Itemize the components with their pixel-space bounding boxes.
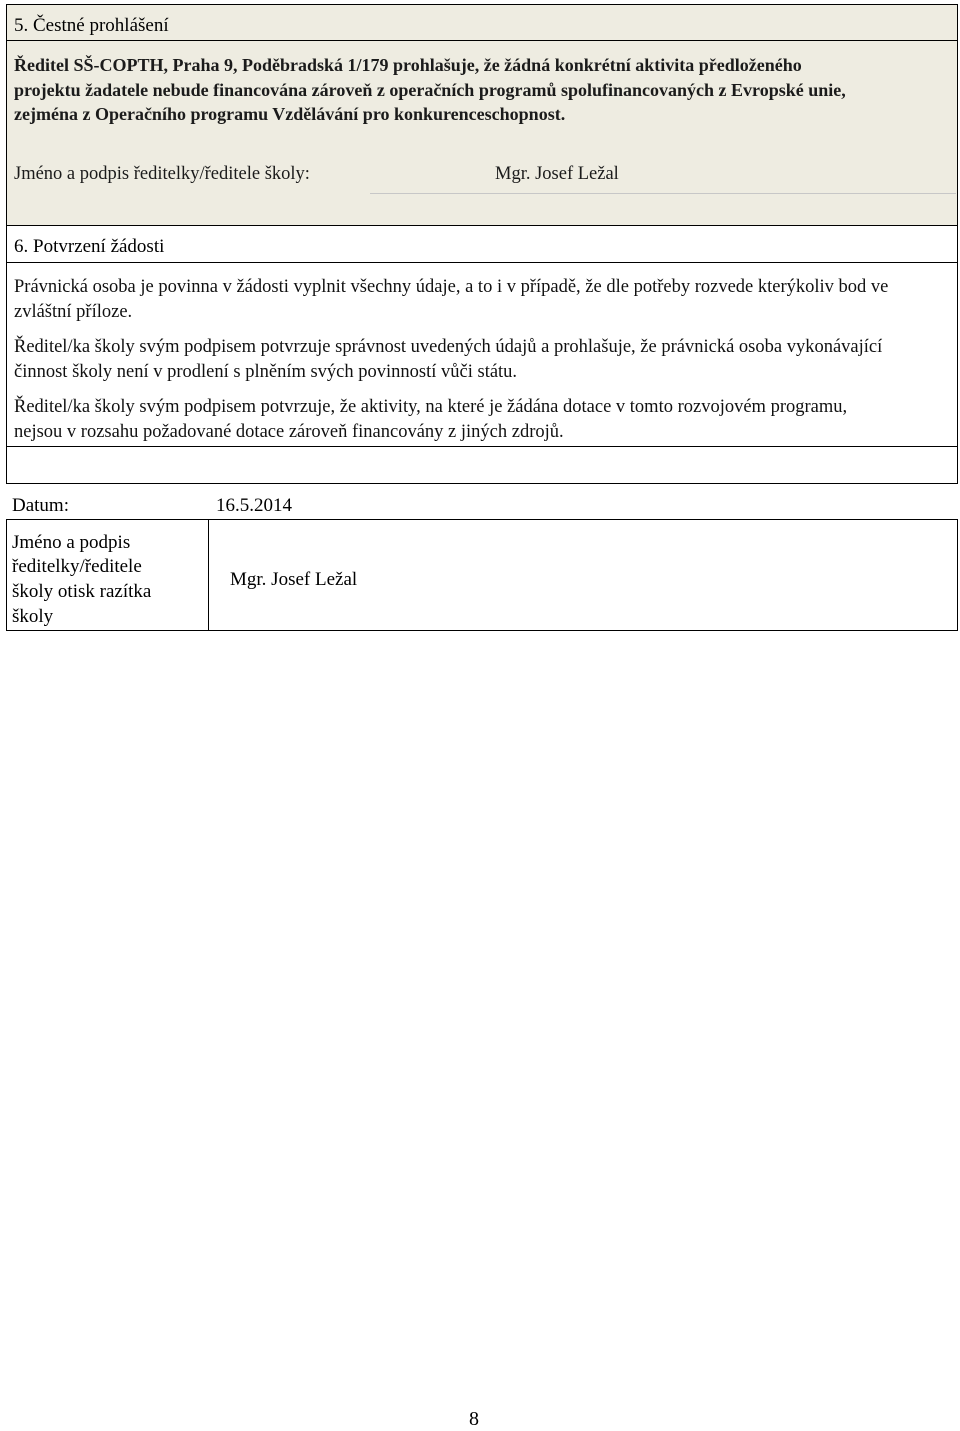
section5-title: 5. Čestné prohlášení bbox=[14, 15, 169, 36]
name-value: Mgr. Josef Ležal bbox=[230, 569, 358, 590]
section5-signature-label: Jméno a podpis ředitelky/ředitele školy: bbox=[14, 164, 310, 184]
name-label-line-4: školy bbox=[12, 606, 54, 627]
section6-paragraph-2: Ředitel/ka školy svým podpisem potvrzuje správnost uvedených údajů a prohlašuje, že právnická osoba vykonávající činnost školy není v prodlení s plněním svých povinností vůči státu. bbox=[14, 337, 883, 382]
section6-title: 6. Potvrzení žádosti bbox=[14, 236, 165, 257]
section5-signature-value: Mgr. Josef Ležal bbox=[495, 164, 619, 184]
date-row bbox=[6, 483, 958, 520]
section6-paragraph-3: Ředitel/ka školy svým podpisem potvrzuje, že aktivity, na které je žádána dotace v tomto rozvojovém programu, nejsou v rozsahu požadované dotace zároveň financovány z jiných zdrojů. bbox=[14, 397, 848, 442]
name-label-line-3: školy otisk razítka bbox=[12, 581, 152, 602]
name-label-line-1: Jméno a podpis bbox=[12, 532, 131, 553]
date-value: 16.5.2014 bbox=[216, 495, 292, 516]
empty-row bbox=[6, 446, 958, 484]
section5-signature-underline bbox=[370, 193, 956, 194]
page-number: 8 bbox=[469, 1408, 479, 1430]
section6-paragraph-1: Právnická osoba je povinna v žádosti vyplnit všechny údaje, a to i v případě, že dle potřeby rozvede kterýkoliv bod ve zvláštní příloze. bbox=[14, 277, 889, 322]
date-label: Datum: bbox=[12, 495, 69, 516]
name-label-line-2: ředitelky/ředitele bbox=[12, 556, 142, 577]
section5-declaration: Ředitel SŠ-COPTH, Praha 9, Poděbradská 1/179 prohlašuje, že žádná konkrétní aktivita předloženého projektu žadatele nebude financována zároveň z operačních programů spolufinancovaných z Evropské unie, zejména z Operačního programu Vzdělávání pro konkurenceschopnost. bbox=[14, 55, 846, 124]
